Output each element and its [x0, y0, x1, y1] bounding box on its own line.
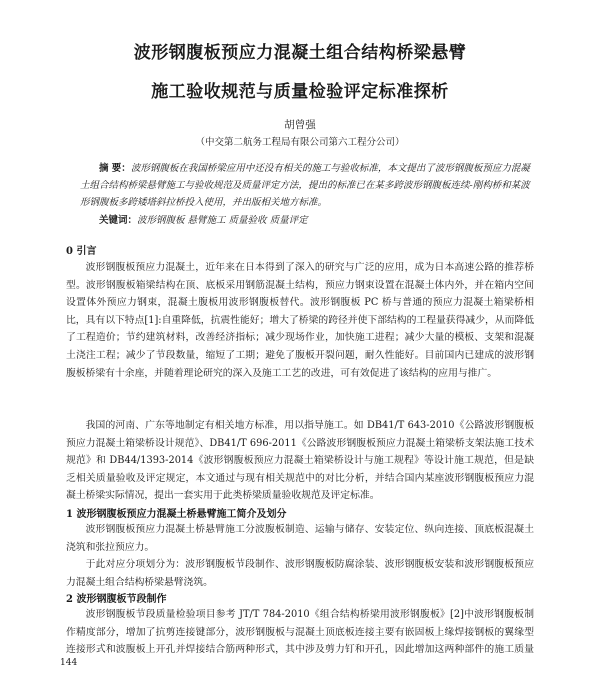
section-0-heading: 0 引言 — [66, 246, 97, 257]
section-0-paragraph-2: 我国的河南、广东等地制定有相关地方标准，用以指导施工。如 DB41/T 643-2010《公路波形钢腹板预应力混凝土箱梁桥设计规范》、DB41/T 696-2011《公路波形钢腹板预应力混凝土箱梁桥支架法施工技术规范》和 DB44/1393-2014《波形钢腹板预应力混凝土箱梁桥设计与施工规程》等设计施工规范，但是缺乏相关质量验收及评定规定，本文通过与现有相关规范中的对比分析，并结合国内某座波形钢腹板预应力混凝土桥梁实际情况，提出一套实用于此类桥梁质量验收规范及评定标准。 — [66, 420, 534, 502]
section-1-heading: 1 波形钢腹板预应力混凝土桥悬臂施工简介及划分 — [66, 509, 287, 520]
abstract-label: 摘 要： — [99, 163, 131, 174]
section-0-paragraph-1: 波形钢腹板预应力混凝土，近年来在日本得到了深入的研究与广泛的应用，成为日本高速公路的推荐桥型。波形钢腹板箱梁结构在顶、底板采用钢筋混凝土结构，预应力钢束设置在混凝土体内外，并在箱内空间设置体外预应力钢束，混凝土腹板用波形钢腹板替代。波形钢腹板 PC 桥与普通的预应力混凝土箱梁桥相比，具有以下特点[1]:自重降低，抗震性能好；增大了桥梁的跨径并使下部结构的工程量获得减少，从而降低了工程造价；节约建筑材料，改善经济指标；减少现场作业，加快施工进程；减少大量的模板、支架和混凝土浇注工程；减少了节段数量，缩短了工期；避免了腹板开裂问题，耐久性能好。目前国内已建成的波形钢腹板桥梁有十余座，并随着理论研究的深入及施工工艺的改进，可有效促进了该结构的应用与推广。 — [66, 262, 534, 379]
paper-title-line2: 施工验收规范与质量检验评定标准探析 — [151, 82, 449, 102]
paper-title-line1: 波形钢腹板预应力混凝土组合结构桥梁悬臂 — [133, 43, 467, 63]
section-1-paragraph-1: 波形钢腹板预应力混凝土桥悬臂施工分波腹板制造、运输与储存、安装定位、纵向连接、顶底板混凝土浇筑和张拉预应力。 — [66, 524, 534, 553]
keywords-label: 关键词： — [99, 215, 138, 226]
keywords — [80, 212, 535, 226]
section-2-paragraph-1: 波形钢腹板节段质量检验项目参考 JT/T 784-2010《组合结构桥梁用波形钢腹板》[2]中波形钢腹板制作精度部分，增加了抗剪连接键部分，波形钢腹板与混凝土顶底板连接主要有嵌固板上缘焊接钢板的翼缘型连接形式和波腹板上开孔并焊接结合筋两种形式，其中涉及剪力钉和开孔，因此增加这两种部件的施工质量 — [66, 609, 534, 656]
author: 胡曾强 — [284, 119, 316, 131]
affiliation: （中交第二航务工程局有限公司第六工程分公司） — [195, 137, 405, 148]
keywords-text: 波形钢腹板 悬臂施工 质量验收 质量评定 — [137, 215, 308, 226]
page-number: 144 — [60, 658, 78, 668]
abstract-text: 波形钢腹板在我国桥梁应用中还没有相关的施工与验收标准，本文提出了波形钢腹板预应力混凝土组合结构桥梁悬臂施工与验收规范及质量评定方法，提出的标准已在某多跨波形钢腹板连续-刚构桥和某波形钢腹板多跨矮塔斜拉桥投入使用，并出版相关地方标准。 — [80, 163, 530, 208]
section-2-heading: 2 波形钢腹板节段制作 — [66, 594, 167, 605]
section-1-paragraph-2: 于此对应分项划分为：波形钢腹板节段制作、波形钢腹板防腐涂装、波形钢腹板安装和波形钢腹板预应力混凝土组合结构桥梁悬臂浇筑。 — [66, 559, 534, 588]
abstract — [80, 160, 535, 211]
